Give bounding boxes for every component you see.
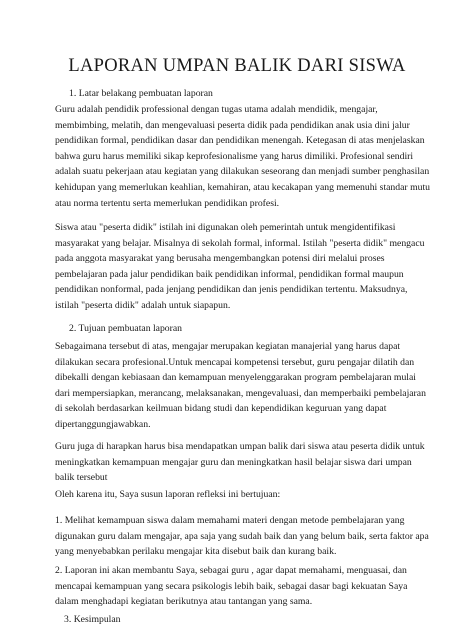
section-heading-conclusion: 3. Kesimpulan	[64, 614, 121, 625]
text-line: digunakan guru dalam mengajar, apa saja yang sudah baik dan yang belum baik, serta faktor apa	[55, 530, 429, 542]
section-heading-background: 1. Latar belakang pembuatan laporan	[69, 88, 213, 99]
text-line: membimbing, melatih, dan mengevaluasi peserta didik pada pendidikan anak usia dini jalur	[55, 119, 410, 131]
paragraph-teaching-management	[55, 339, 435, 433]
paragraph-student-definition	[55, 220, 435, 314]
text-line: 2. Laporan ini akan membantu Saya, sebagai guru , agar dapat memahami, menguasai, dan	[55, 565, 407, 576]
text-line: Guru adalah pendidik professional dengan tugas utama adalah mendidik, mengajar,	[55, 104, 378, 115]
text-line: bahwa guru harus memiliki sikap keprofesionalisme yang harus dimiliki. Profesional sendiri	[55, 150, 414, 162]
text-line: 1. Melihat kemampuan siswa dalam memahami materi dengan metode pembelajaran yang	[55, 515, 405, 526]
text-line: pendidikan nonformal, pada jenjang pendidikan dan jenis pendidikan tertentu. Maksudnya,	[55, 284, 408, 296]
text-line: dilakukan secara profesional.Untuk mencapai kompetensi tersebut, guru pengajar dilatih dan	[55, 356, 415, 368]
text-line: yang menyebabkan perilaku mengajar kita disebut baik dan kurang baik.	[55, 546, 337, 558]
text-line: dari mempersiapkan, merancang, melaksanakan, mengevaluasi, dan memperbaiki pembelajaran	[55, 387, 426, 399]
text-line: pembelajaran pada jalur pendidikan baik pendidikan informal, pendidikan formal maupun	[55, 268, 404, 280]
text-line: mencapai kemampuan yang secara psikologis lebih baik, sebagai dasar bagi kekuatan Saya	[55, 580, 408, 592]
paragraph-feedback-expectation	[55, 439, 435, 486]
text-line: dibekalli dengan kebiasaan dan kemampuan menyelenggarakan program pembelajaran mulai	[55, 372, 416, 384]
text-line: balik tersebut	[55, 472, 108, 484]
text-line: Sebagaimana tersebut di atas, mengajar merupakan kegiatan manajerial yang harus dapat	[55, 341, 401, 352]
paragraph-report-purpose-intro	[55, 487, 435, 503]
text-line: di sekolah berdasarkan keilmuan bidang studi dan kependidikan keguruan yang dapat	[55, 403, 387, 415]
text-line: kehidupan yang memerlukan keahlian, kemahiran, atau kecakapan yang memenuhi standar mutu	[55, 181, 430, 193]
section-heading-purpose: 2. Tujuan pembuatan laporan	[69, 323, 183, 334]
text-line: meningkatkan kemampuan mengajar guru dan meningkatkan hasil belajar siswa dari umpan	[55, 456, 412, 468]
text-line: Guru juga di harapkan harus bisa mendapatkan umpan balik dari siswa atau peserta didik untuk	[55, 441, 425, 452]
text-line: dalam menghadapi kegiatan berikutnya atau tantangan yang sama.	[55, 596, 313, 608]
numbered-purpose-2	[55, 563, 435, 610]
text-line: Oleh karena itu, Saya susun laporan refleksi ini bertujuan:	[55, 489, 281, 500]
text-line: istilah "peserta didik" adalah untuk siapapun.	[55, 299, 231, 311]
text-line: dipertanggungjawabkan.	[55, 418, 151, 430]
numbered-purpose-1	[55, 513, 435, 560]
text-line: pada anggota masyarakat yang berusaha mengembangkan potensi diri melalui proses	[55, 253, 385, 265]
text-line: atau norma tertentu serta memerlukan pendidikan profesi.	[55, 197, 280, 209]
text-line: Siswa atau "peserta didik" istilah ini digunakan oleh pemerintah untuk mengidentifikasi	[55, 222, 396, 233]
text-line: masyarakat yang belajar. Misalnya di sekolah formal, informal. Istilah "peserta didik" mengacu	[55, 237, 425, 249]
paragraph-teacher-definition	[55, 102, 435, 211]
text-line: pendidikan formal, pendidikan dasar dan pendidikan menengah. Ketegasan di atas menjelaskan	[55, 135, 425, 147]
text-line: adalah suatu pekerjaan atau kegiatan yang dilakukan seseorang dan menjadi sumber penghasilan	[55, 166, 430, 178]
document-title: LAPORAN UMPAN BALIK DARI SISWA	[68, 56, 406, 76]
